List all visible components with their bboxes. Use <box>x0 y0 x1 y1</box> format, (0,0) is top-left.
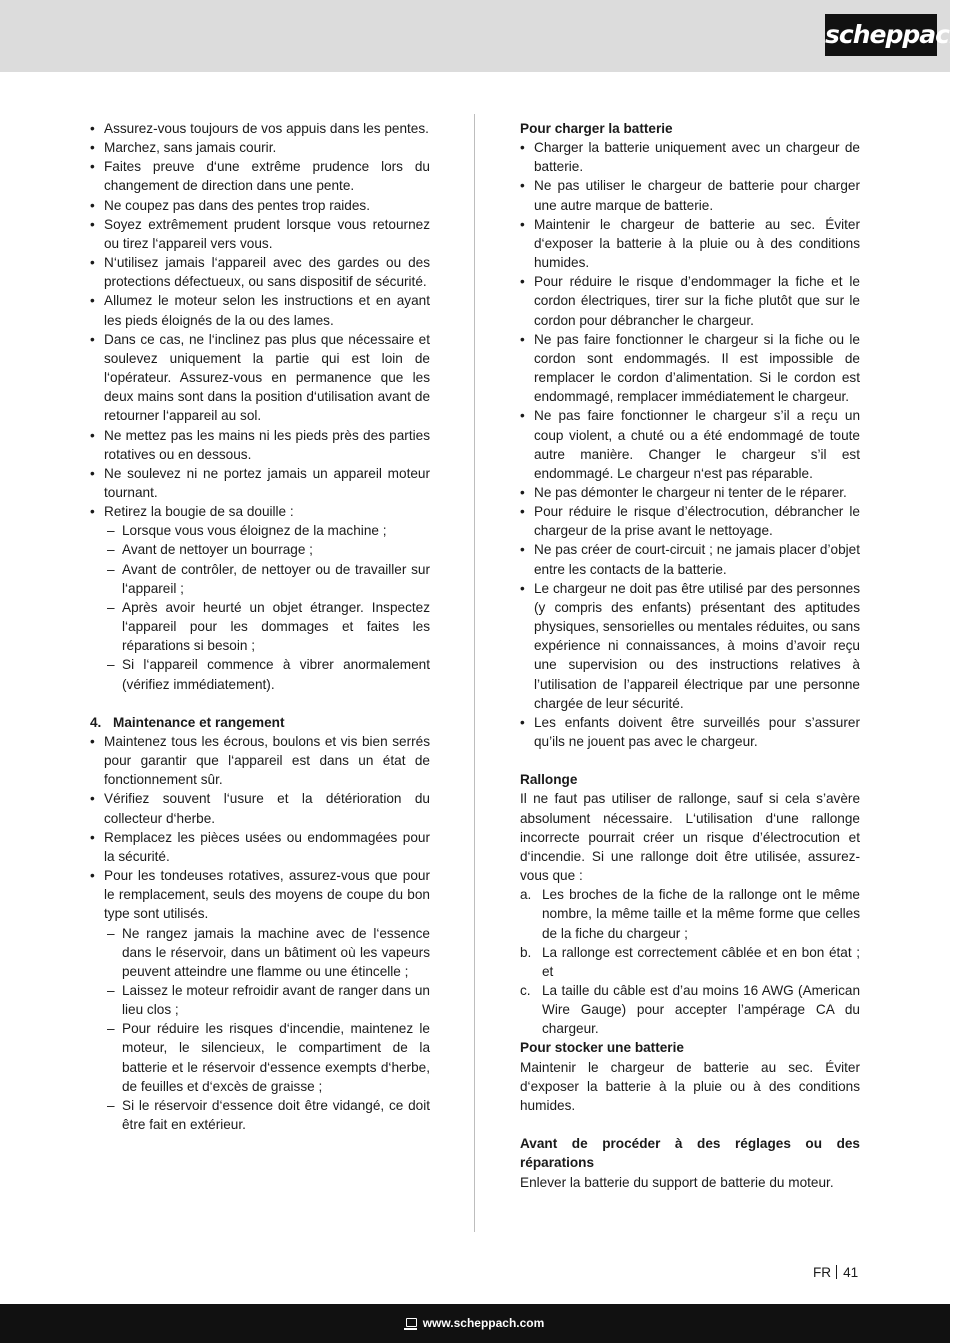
page-separator <box>836 1265 837 1279</box>
bullet-item: • Ne pas démonter le chargeur ni tenter de le réparer. <box>520 483 860 502</box>
dash-item: – Après avoir heurté un objet étranger. Inspectez l‘appareil pour les dommages et faites les réparations si besoin ; <box>90 598 430 655</box>
bullet-item: • Vérifiez souvent l‘usure et la détérioration du collecteur d‘herbe. <box>90 789 430 827</box>
page-number <box>813 1265 858 1280</box>
bullet-item: • Ne pas créer de court-circuit ; ne jamais placer d’objet entre les contacts de la batterie. <box>520 540 860 578</box>
charge-heading: Pour charger la batterie <box>520 121 673 136</box>
lettered-item <box>520 943 860 981</box>
store-heading: Pour stocker une batterie <box>520 1040 684 1056</box>
bullet-item: • Assurez-vous toujours de vos appuis dans les pentes. <box>90 119 430 138</box>
bullet-item: • Ne soulevez ni ne portez jamais un appareil moteur tournant. <box>90 464 430 502</box>
dash-item: – Lorsque vous vous éloignez de la machine ; <box>90 521 430 540</box>
bullet-item: • N‘utilisez jamais l‘appareil avec des gardes ou des protections défectueux, ou sans dispositif de sécurité. <box>90 253 430 291</box>
bullet-item: • Allumez le moteur selon les instructions et en ayant les pieds éloignés de la ou des lames. <box>90 291 430 329</box>
adjust-text: Enlever la batterie du support de batterie du moteur. <box>520 1174 834 1190</box>
footer-url[interactable]: www.scheppach.com <box>422 1316 545 1330</box>
dash-item: – Laissez le moteur refroidir avant de ranger dans un lieu clos ; <box>90 981 430 1019</box>
bullet-item: • Ne pas faire fonctionner le chargeur si la fiche ou le cordon sont endommagés. Il est impossible de remplacer le cordon d’alimentation. Si le cordon est endommagé, remplacer immédiatement le chargeur. <box>520 330 860 407</box>
item-letter: b. <box>520 944 532 960</box>
lettered-item <box>520 981 860 1038</box>
section-title: Maintenance et rangement <box>113 714 285 730</box>
bullet-item: • Pour les tondeuses rotatives, assurez-vous que pour le remplacement, seuls des moyens de coupe du bon type sont utilisés. <box>90 866 430 923</box>
footer-bar <box>0 1304 950 1343</box>
brand-logo: scheppach <box>825 14 937 56</box>
dash-item: – Avant de contrôler, de nettoyer ou de travailler sur l‘appareil ; <box>90 560 430 598</box>
header-bar <box>0 0 966 72</box>
bullet-item: • Ne coupez pas dans des pentes trop raides. <box>90 196 430 215</box>
item-text: La rallonge est correctement câblée et en bon état ; et <box>542 944 860 979</box>
dash-item: – Pour réduire les risques d‘incendie, maintenez le moteur, le silencieux, le compartiment de la batterie et le réservoir d‘essence exempts d‘herbe, de feuilles et d‘excès de graisse ; <box>90 1019 430 1096</box>
item-letter: a. <box>520 887 532 903</box>
bullet-item: • Dans ce cas, ne l‘inclinez pas plus que nécessaire et soulevez uniquement la partie qui est loin de l‘opérateur. Assurez-vous en permanence que les deux mains sont dans la position d‘utilisation avant de retourner l‘appareil au sol. <box>90 330 430 426</box>
adjust-heading: Avant de procéder à des réglages ou des réparations <box>520 1136 860 1171</box>
page-num: 41 <box>843 1265 859 1280</box>
bullet-item: • Retirez la bougie de sa douille : <box>90 502 430 521</box>
bullet-item: • Soyez extrêmement prudent lorsque vous retournez ou tirez l‘appareil vers vous. <box>90 215 430 253</box>
bullet-item: • Les enfants doivent être surveillés pour s’assurer qu’ils ne jouent pas avec le chargeur. <box>520 713 860 751</box>
dash-item: – Avant de nettoyer un bourrage ; <box>90 540 430 559</box>
page-lang: FR <box>813 1265 832 1280</box>
rallonge-text: Il ne faut pas utiliser de rallonge, sauf si cela s’avère absolument nécessaire. L‘utilisation d‘une rallonge incorrecte pourrait créer un risque d’électrocution et d‘incendie. Si une rallonge doit être utilisée, assurez-vous que : <box>520 791 860 884</box>
bullet-item: • Ne mettez pas les mains ni les pieds près des parties rotatives ou en dessous. <box>90 426 430 464</box>
bullet-item: • Ne pas faire fonctionner le chargeur s’il a reçu un coup violent, a chuté ou a été endommagé de toute autre manière. Changer le chargeur s’il est endommagé. Le chargeur n‘est pas réparable. <box>520 406 860 483</box>
charge-list <box>520 138 860 751</box>
item-text: Les broches de la fiche de la rallonge ont le même nombre, la même taille et la même forme que celles de la fiche du chargeur ; <box>542 887 860 941</box>
safety-list <box>90 119 430 694</box>
rallonge-heading: Rallonge <box>520 772 578 788</box>
maintenance-list <box>90 732 430 1134</box>
right-column <box>520 119 860 1192</box>
bullet-item: • Maintenir le chargeur de batterie au sec. Éviter d‘exposer la batterie à la pluie ou à des conditions humides. <box>520 215 860 272</box>
dash-item: – Si l‘appareil commence à vibrer anormalement (vérifiez immédiatement). <box>90 655 430 693</box>
item-text: La taille du câble est d’au moins 16 AWG (American Wire Gauge) pour accepter l’ampérage CA du chargeur. <box>542 983 860 1037</box>
dash-item: – Si le réservoir d‘essence doit être vidangé, ce doit être fait en extérieur. <box>90 1096 430 1134</box>
bullet-item: • Pour réduire le risque d’électrocution, débrancher le chargeur de la prise avant le nettoyage. <box>520 502 860 540</box>
dash-item: – Ne rangez jamais la machine avec de l‘essence dans le réservoir, dans un bâtiment où les vapeurs peuvent atteindre une flamme ou une étincelle ; <box>90 924 430 981</box>
lettered-item <box>520 885 860 942</box>
store-text: Maintenir le chargeur de batterie au sec. Éviter d‘exposer la batterie à la pluie ou à des conditions humides. <box>520 1059 860 1113</box>
computer-icon <box>406 1318 417 1327</box>
bullet-item: • Marchez, sans jamais courir. <box>90 138 430 157</box>
bullet-item: • Maintenez tous les écrous, boulons et vis bien serrés pour garantir que l‘appareil est dans un état de fonctionnement sûr. <box>90 732 430 789</box>
bullet-item: • Ne pas utiliser le chargeur de batterie pour charger une autre marque de batterie. <box>520 176 860 214</box>
column-divider <box>474 114 475 1232</box>
left-column <box>90 119 430 1134</box>
section-number: 4. <box>90 714 102 730</box>
bullet-item: • Pour réduire le risque d’endommager la fiche et le cordon électriques, tirer sur la fiche plutôt que sur le cordon pour débrancher le chargeur. <box>520 272 860 329</box>
section-heading-maintenance <box>90 713 430 732</box>
rallonge-list <box>520 885 860 1038</box>
bullet-item: • Le chargeur ne doit pas être utilisé par des personnes (y compris des enfants) présentant des aptitudes physiques, sensorielles ou mentales réduites, ou sans expérience ni connaissances, à moins d’avoir reçu une supervision ou des instructions relatives à l’utilisation de l’appareil électrique par une personne chargée de leur sécurité. <box>520 579 860 713</box>
bullet-item: • Charger la batterie uniquement avec un chargeur de batterie. <box>520 138 860 176</box>
item-letter: c. <box>520 983 531 999</box>
bullet-item: • Remplacez les pièces usées ou endommagées pour la sécurité. <box>90 828 430 866</box>
bullet-item: • Faites preuve d‘une extrême prudence lors du changement de direction dans une pente. <box>90 157 430 195</box>
